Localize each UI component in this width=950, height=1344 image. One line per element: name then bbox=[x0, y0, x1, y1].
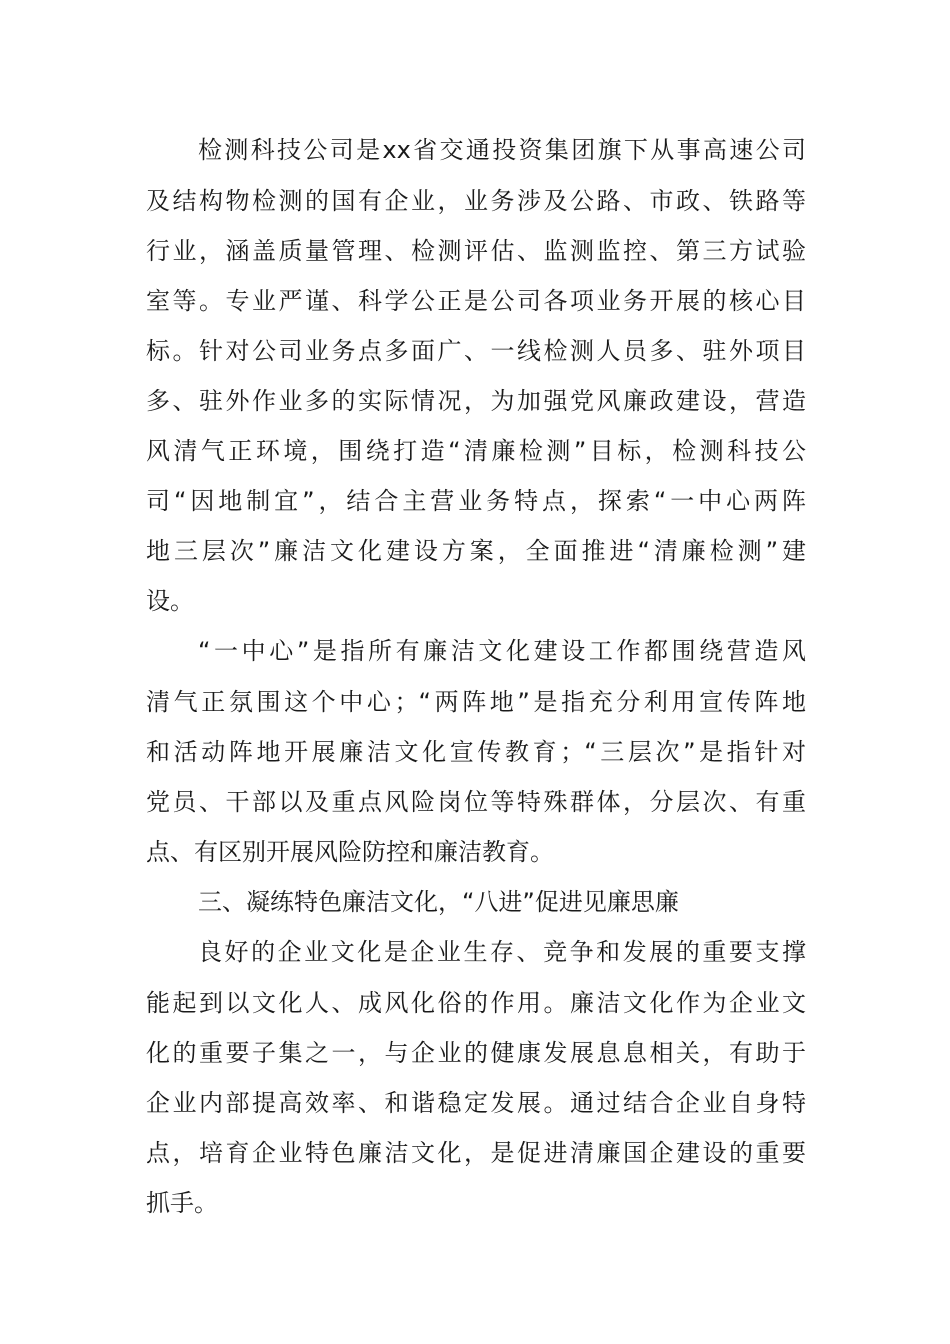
paragraph-1-line-6: 多、驻外作业多的实际情况，为加强党风廉政建设，营造 bbox=[146, 387, 806, 415]
paragraph-3-line-5: 点，培育企业特色廉洁文化，是促进清廉国企建设的重要 bbox=[146, 1139, 806, 1167]
paragraph-1-line-1: 检测科技公司是xx省交通投资集团旗下从事高速公司 bbox=[198, 136, 806, 164]
section-heading: 三、凝练特色廉洁文化，“八进”促进见廉思廉 bbox=[198, 888, 679, 916]
paragraph-2-line-5: 点、有区别开展风险防控和廉洁教育。 bbox=[146, 838, 554, 866]
paragraph-3-line-3: 化的重要子集之一，与企业的健康发展息息相关，有助于 bbox=[146, 1039, 806, 1067]
paragraph-1-line-3: 行业，涵盖质量管理、检测评估、监测监控、第三方试验 bbox=[146, 237, 806, 265]
paragraph-3-line-6: 抓手。 bbox=[146, 1189, 218, 1217]
paragraph-1-line-5: 标。针对公司业务点多面广、一线检测人员多、驻外项目 bbox=[146, 337, 806, 365]
paragraph-1-line-9: 地三层次”廉洁文化建设方案，全面推进“清廉检测”建 bbox=[146, 537, 806, 565]
paragraph-3-line-2: 能起到以文化人、成风化俗的作用。廉洁文化作为企业文 bbox=[146, 989, 806, 1017]
paragraph-1-line-7: 风清气正环境，围绕打造“清廉检测”目标，检测科技公 bbox=[146, 437, 806, 465]
paragraph-1-line-2: 及结构物检测的国有企业，业务涉及公路、市政、铁路等 bbox=[146, 187, 806, 215]
paragraph-2-line-1: “一中心”是指所有廉洁文化建设工作都围绕营造风 bbox=[198, 637, 806, 665]
paragraph-2-line-4: 党员、干部以及重点风险岗位等特殊群体，分层次、有重 bbox=[146, 788, 806, 816]
paragraph-1-line-10: 设。 bbox=[146, 587, 194, 615]
paragraph-2-line-2: 清气正氛围这个中心；“两阵地”是指充分利用宣传阵地 bbox=[146, 688, 806, 716]
paragraph-2-line-3: 和活动阵地开展廉洁文化宣传教育；“三层次”是指针对 bbox=[146, 738, 806, 766]
paragraph-3-line-4: 企业内部提高效率、和谐稳定发展。通过结合企业自身特 bbox=[146, 1089, 806, 1117]
paragraph-1-line-8: 司“因地制宜”，结合主营业务特点，探索“一中心两阵 bbox=[146, 487, 806, 515]
paragraph-3-line-1: 良好的企业文化是企业生存、竞争和发展的重要支撑 bbox=[198, 938, 806, 966]
paragraph-1-line-4: 室等。专业严谨、科学公正是公司各项业务开展的核心目 bbox=[146, 287, 806, 315]
